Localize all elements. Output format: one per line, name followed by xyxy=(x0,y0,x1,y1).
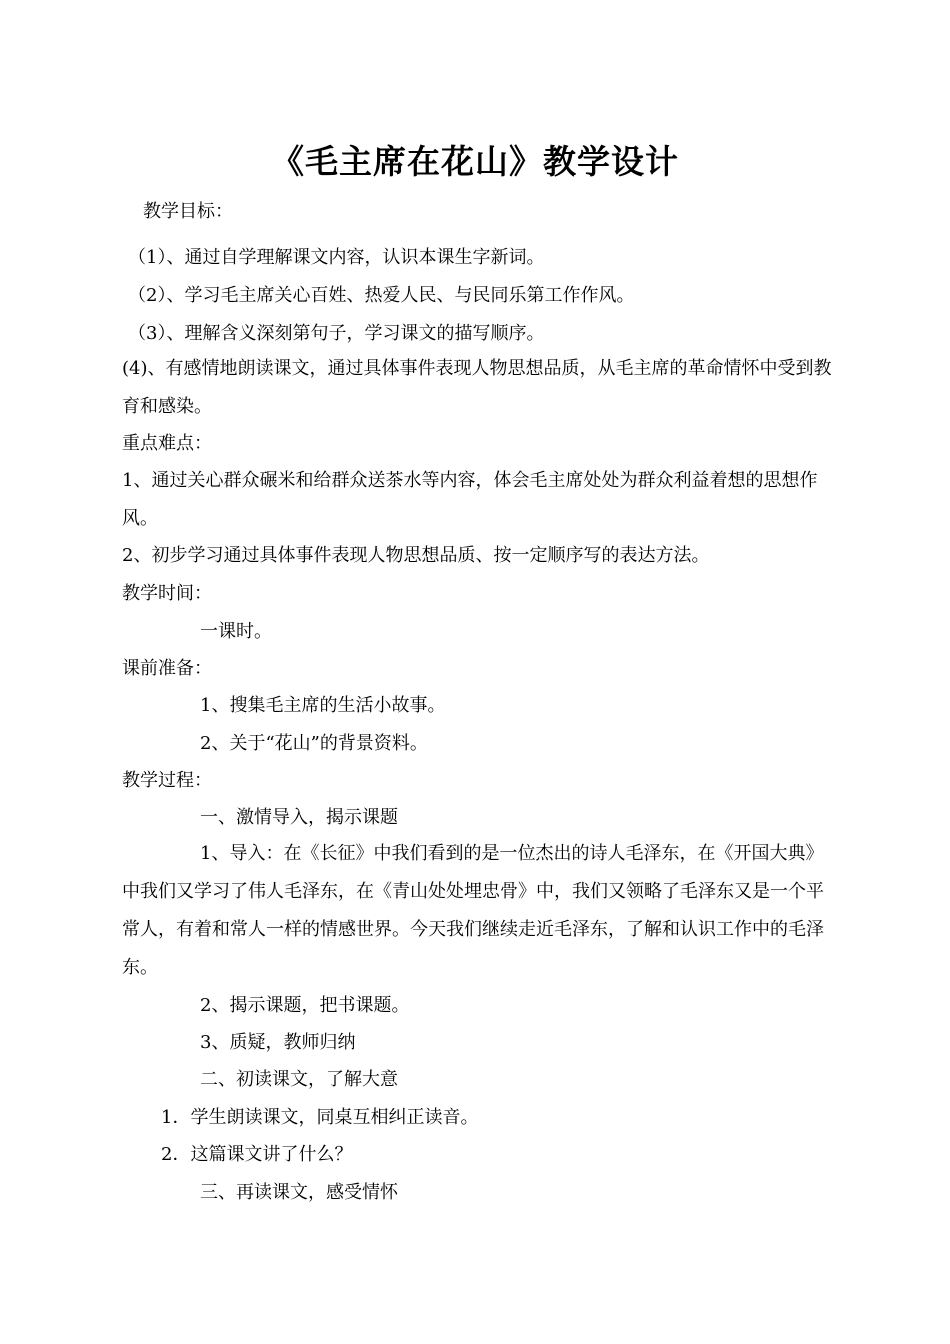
process-step-3-heading: 三、再读课文，感受情怀 xyxy=(200,1182,398,1203)
key-point-item-1: 1、通过关心群众碾米和给群众送茶水等内容，体会毛主席处处为群众利益着想的思想作风。 xyxy=(122,470,818,529)
section-heading-preparation: 课前准备： xyxy=(122,658,212,679)
process-step-2-item-1: 1．学生朗读课文，同桌互相纠正读音。 xyxy=(161,1107,479,1128)
section-heading-process: 教学过程： xyxy=(122,770,212,791)
objective-item-1: （1）、通过自学理解课文内容，认识本课生字新词。 xyxy=(128,247,545,268)
objective-item-3: （3）、理解含义深刻第句子，学习课文的描写顺序。 xyxy=(128,323,545,344)
process-step-1-item-3: 3、质疑，教师归纳 xyxy=(200,1032,356,1053)
process-step-2-item-2: 2．这篇课文讲了什么？ xyxy=(161,1144,353,1165)
process-step-1-intro: 1、导入：在《长征》中我们看到的是一位杰出的诗人毛泽东，在《开国大典》中我们又学习了伟人毛泽东，在《青山处处埋忠骨》中，我们又领略了毛泽东又是一个平常人，有着和常人一样的情感世界。今天我们继续走近毛泽东，了解和认识工作中的毛泽东。 xyxy=(122,843,824,978)
section-heading-key-points: 重点难点： xyxy=(122,433,212,454)
section-heading-time: 教学时间： xyxy=(122,583,212,604)
objective-item-2: （2）、学习毛主席关心百姓、热爱人民、与民同乐第工作作风。 xyxy=(128,285,635,306)
preparation-item-1: 1、搜集毛主席的生活小故事。 xyxy=(200,695,446,716)
process-step-1-item-2: 2、揭示课题，把书课题。 xyxy=(200,995,410,1016)
process-step-2-heading: 二、初读课文，了解大意 xyxy=(200,1069,398,1090)
document-title: 《毛主席在花山》教学设计 xyxy=(271,142,679,181)
section-heading-objectives: 教学目标： xyxy=(143,201,233,222)
time-value: 一课时。 xyxy=(200,621,272,642)
preparation-item-2: 2、关于“花山”的背景资料。 xyxy=(200,733,428,754)
process-step-1-heading: 一、激情导入，揭示课题 xyxy=(200,807,398,828)
objective-item-4: (4)、有感情地朗读课文，通过具体事件表现人物思想品质，从毛主席的革命情怀中受到教育和感染。 xyxy=(122,358,832,417)
key-point-item-2: 2、初步学习通过具体事件表现人物思想品质、按一定顺序写的表达方法。 xyxy=(122,545,710,566)
